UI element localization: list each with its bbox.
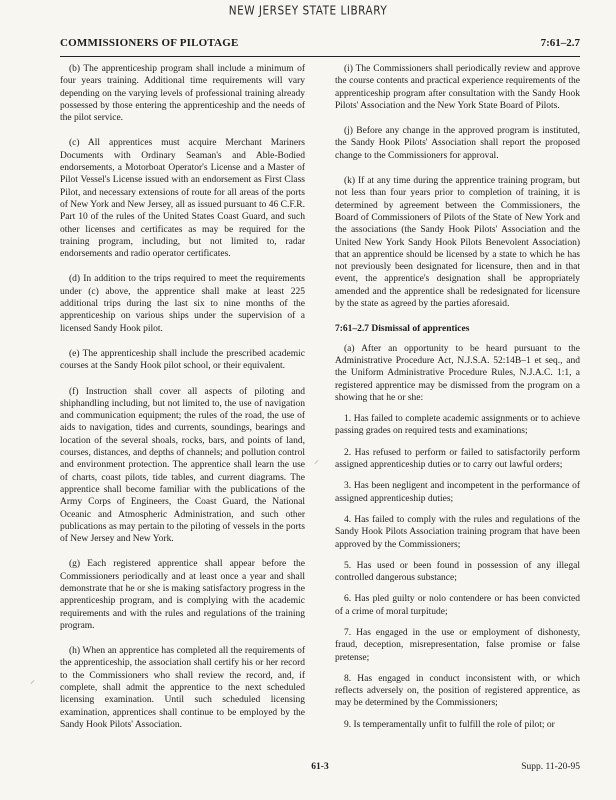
- page-number: 61-3: [311, 762, 329, 772]
- running-head: [60, 26, 580, 57]
- scan-mark: ⸝: [314, 455, 319, 466]
- section-heading: 7:61–2.7 Dismissal of apprentices: [335, 324, 470, 335]
- dismissal-item: 8. Has engaged in conduct inconsistent with, or which reflects adversely on, the position of registered apprentice, as may be determined by the Commissioners;: [335, 673, 580, 709]
- supplement-date: Supp. 11-20-95: [521, 762, 580, 772]
- paragraph-b: (b) The apprenticeship program shall include a minimum of four years training. Additional time requirements will vary depending on the varying levels of professional training already possessed by those entering the apprenticeship and the needs of the pilot service.: [60, 64, 305, 124]
- paragraph-f: (f) Instruction shall cover all aspects of piloting and shiphandling including, but not limited to, the use of navigation and communication equipment; the rules of the road, the use of aids to navigation, tides and currents, soundings, bearings and location of the several shoals, rocks, bars, and points of land, courses, distances, and depths of channels; and pollution control and environment protection. The apprentice shall learn the use of charts, coast pilots, tide tables, and current diagrams. The apprentice shall become familiar with the publications of the Army Corps of Engineers, the Coast Guard, the National Oceanic and Atmospheric Administration, and such other publications as may pertain to the piloting of vessels in the ports of New Jersey and New York.: [60, 386, 305, 545]
- library-stamp: NEW JERSEY STATE LIBRARY: [228, 4, 388, 18]
- dismissal-item: 3. Has been negligent and incompetent in the performance of assigned apprenticeship duties;: [335, 481, 580, 504]
- page-footer: [60, 762, 580, 776]
- dismissal-item: 4. Has failed to comply with the rules and regulations of the Sandy Hook Pilots Association training program that have been approved by the Commissioners;: [335, 514, 580, 550]
- paragraph-e: (e) The apprenticeship shall include the prescribed academic courses at the Sandy Hook pilot school, or their equivalent.: [60, 348, 305, 372]
- dismissal-item: 7. Has engaged in the use or employment of dishonesty, fraud, deception, misrepresentation, false promise or false pretense;: [335, 627, 580, 663]
- dismissal-item: 5. Has used or been found in possession of any illegal controlled dangerous substance;: [335, 560, 580, 584]
- section-citation: 7:61–2.7: [540, 37, 580, 49]
- dismissal-item: 6. Has pled guilty or nolo contendere or has been convicted of a crime of moral turpitude;: [335, 594, 580, 617]
- chapter-title: COMMISSIONERS OF PILOTAGE: [60, 37, 239, 49]
- left-column: [60, 63, 305, 744]
- paragraph-d: (d) In addition to the trips required to meet the requirements under (c) above, the apprentice shall make at least 225 additional trips during the last six to nine months of the apprenticeship on various ships under the supervision of a licensed Sandy Hook pilot.: [60, 274, 305, 334]
- paragraph-c: (c) All apprentices must acquire Merchant Mariners Documents with Ordinary Seaman's and Able-Bodied endorsements, a Motorboat Operator's License and a Master of Pilot Vessel's License issued with an endorsement as First Class Pilot, and necessary extensions of route for all areas of the ports of New York and New Jersey, all as issued pursuant to 46 C.F.R. Part 10 of the rules of the United States Coast Guard, and such other licenses and certificates as may be required for the training program, including, but not limited to, radar endorsements and radio operator certificates.: [60, 138, 305, 260]
- paragraph-g: (g) Each registered apprentice shall appear before the Commissioners periodically and at least once a year and shall demonstrate that he or she is making satisfactory progress in the apprenticeship program, and is complying with the academic requirements and with the rules and regulations of the training program.: [60, 559, 305, 631]
- scan-mark: ⸝: [30, 675, 35, 686]
- paragraph-i: (i) The Commissioners shall periodically review and approve the course contents and practical experience requirements of the apprenticeship program after consultation with the Sandy Hook Pilots' Association and the New York State Board of Pilots.: [335, 64, 580, 111]
- right-column: [335, 63, 580, 740]
- dismissal-item: 1. Has failed to complete academic assignments or to achieve passing grades on required tests and examinations;: [335, 414, 580, 437]
- dismissal-item: 2. Has refused to perform or failed to satisfactorily perform assigned apprenticeship duties or to carry out lawful orders;: [335, 447, 580, 471]
- paragraph-k: (k) If at any time during the apprentice training program, but not less than four years prior to completion of training, it is determined by agreement between the Commissioners, the Board of Commissioners of Pilots of the State of New York and the associations (the Sandy Hook Pilots' Association and the United New York Sandy Hook Pilots Benevolent Association) that an apprentice should be licensed by a state to which he has not previously been designated for licensure, then and in that event, the apprentice's designation shall be appropriately amended and the apprentice shall be redesignated for licensure by the state as agreed by the parties aforesaid.: [335, 176, 580, 310]
- paragraph-j: (j) Before any change in the approved program is instituted, the Sandy Hook Pilots' Association shall report the proposed change to the Commissioners for approval.: [335, 126, 580, 161]
- paragraph-a-dismissal: (a) After an opportunity to be heard pursuant to the Administrative Procedure Act, N.J.S.A. 52:14B–1 et seq., and the Uniform Administrative Procedure Rules, N.J.A.C. 1:1, a registered apprentice may be dismissed from the program on a showing that he or she:: [335, 343, 580, 403]
- paragraph-h: (h) When an apprentice has completed all the requirements of the apprenticeship, the association shall certify his or her record to the Commissioners who shall review the record, and, if complete, shall admit the apprentice to the next scheduled licensing examination. Until such scheduled licensing examination, apprentices shall continue to be employed by the Sandy Hook Pilots' Association.: [60, 646, 305, 730]
- dismissal-item: 9. Is temperamentally unfit to fulfill the role of pilot; or: [344, 719, 555, 730]
